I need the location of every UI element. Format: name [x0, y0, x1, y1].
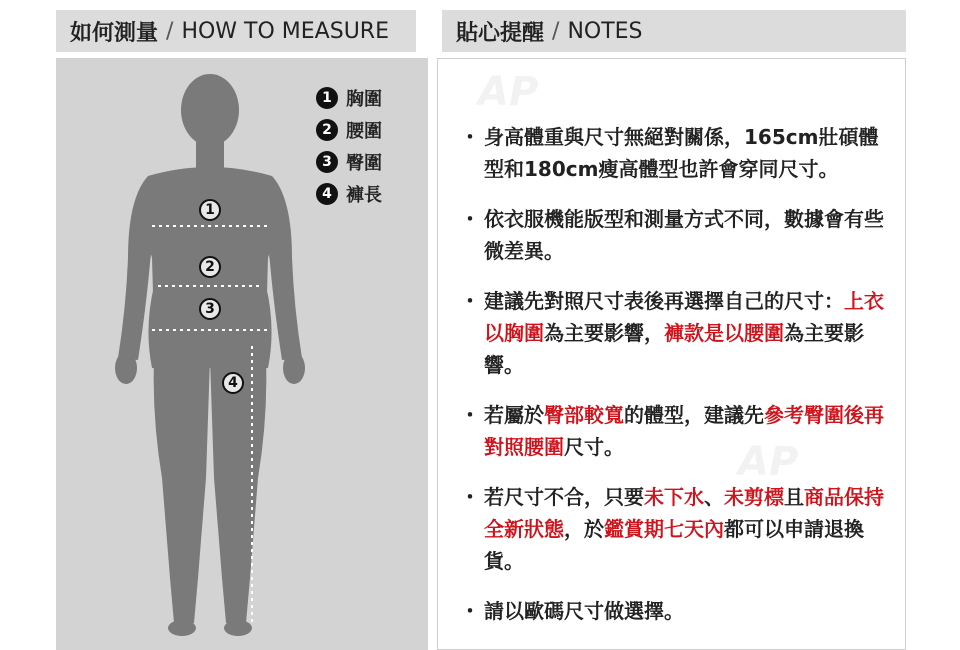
- bullet-mark: ・: [460, 207, 480, 231]
- highlighted-text: 上衣以胸圍: [484, 289, 884, 345]
- header-separator: /: [166, 18, 174, 44]
- legend-item-waist: [316, 114, 382, 146]
- bullet-mark: ・: [460, 599, 480, 623]
- legend-number: 1: [316, 87, 338, 109]
- bullet-mark: ・: [460, 485, 480, 509]
- highlighted-text: 未下水: [644, 485, 704, 509]
- notes-header: [442, 10, 906, 52]
- note-item: [460, 121, 892, 185]
- length-marker: 4: [222, 372, 244, 394]
- legend-number: 3: [316, 151, 338, 173]
- note-text: 若尺寸不合，只要: [484, 485, 644, 509]
- note-text: 若屬於: [484, 403, 544, 427]
- note-text: 、: [704, 485, 724, 509]
- note-text: 的體型，建議先: [624, 403, 764, 427]
- note-text: 都可以申請退換貨。: [484, 517, 864, 573]
- legend-number: 2: [316, 119, 338, 141]
- highlighted-text: 商品保持全新狀態: [484, 485, 884, 541]
- note-item: [460, 595, 892, 627]
- bullet-mark: ・: [460, 289, 480, 313]
- note-text: 建議先對照尺寸表後再選擇自己的尺寸：: [484, 289, 844, 313]
- how-to-measure-header: [56, 10, 416, 52]
- legend-label: 胸圍: [346, 89, 382, 110]
- header-title-zh: 如何測量: [70, 20, 159, 46]
- highlighted-text: 鑑賞期七天內: [604, 517, 724, 541]
- measure-panel: [56, 58, 428, 650]
- watermark-logo: AP: [478, 69, 539, 115]
- legend-label: 臀圍: [346, 153, 382, 174]
- waist-marker: 2: [199, 256, 221, 278]
- note-item: [460, 399, 892, 463]
- notes-list: [460, 121, 892, 645]
- header-title-en: NOTES: [567, 18, 643, 44]
- bullet-mark: ・: [460, 403, 480, 427]
- bullet-mark: ・: [460, 125, 480, 149]
- note-item: [460, 481, 892, 577]
- note-text: ，於: [564, 517, 604, 541]
- measurement-legend: [316, 82, 382, 210]
- note-text: 請以歐碼尺寸做選擇。: [484, 599, 684, 623]
- note-text: 且: [784, 485, 804, 509]
- header-separator: /: [552, 18, 560, 44]
- legend-item-hip: [316, 146, 382, 178]
- watermark-logo: AP: [738, 439, 799, 485]
- legend-label: 褲長: [346, 185, 382, 206]
- note-text: 為主要影響。: [484, 321, 864, 377]
- note-text: 尺寸。: [564, 435, 624, 459]
- legend-number: 4: [316, 183, 338, 205]
- header-title-zh: 貼心提醒: [456, 20, 545, 46]
- notes-panel: [437, 58, 906, 650]
- highlighted-text: 臀部較寬: [544, 403, 624, 427]
- legend-item-length: [316, 178, 382, 210]
- note-item: [460, 285, 892, 381]
- note-text: 身高體重與尺寸無絕對關係，165cm壯碩體型和180cm瘦高體型也許會穿同尺寸。: [484, 125, 879, 181]
- legend-label: 腰圍: [346, 121, 382, 142]
- legend-item-chest: [316, 82, 382, 114]
- hip-marker: 3: [199, 298, 221, 320]
- note-text: 依衣服機能版型和測量方式不同，數據會有些微差異。: [484, 207, 884, 263]
- header-title-en: HOW TO MEASURE: [181, 18, 389, 44]
- chest-marker: 1: [199, 199, 221, 221]
- note-text: 為主要影響，: [544, 321, 664, 345]
- note-item: [460, 203, 892, 267]
- highlighted-text: 參考臀圍後再對照腰圍: [484, 403, 884, 459]
- highlighted-text: 未剪標: [724, 485, 784, 509]
- highlighted-text: 褲款是以腰圍: [664, 321, 784, 345]
